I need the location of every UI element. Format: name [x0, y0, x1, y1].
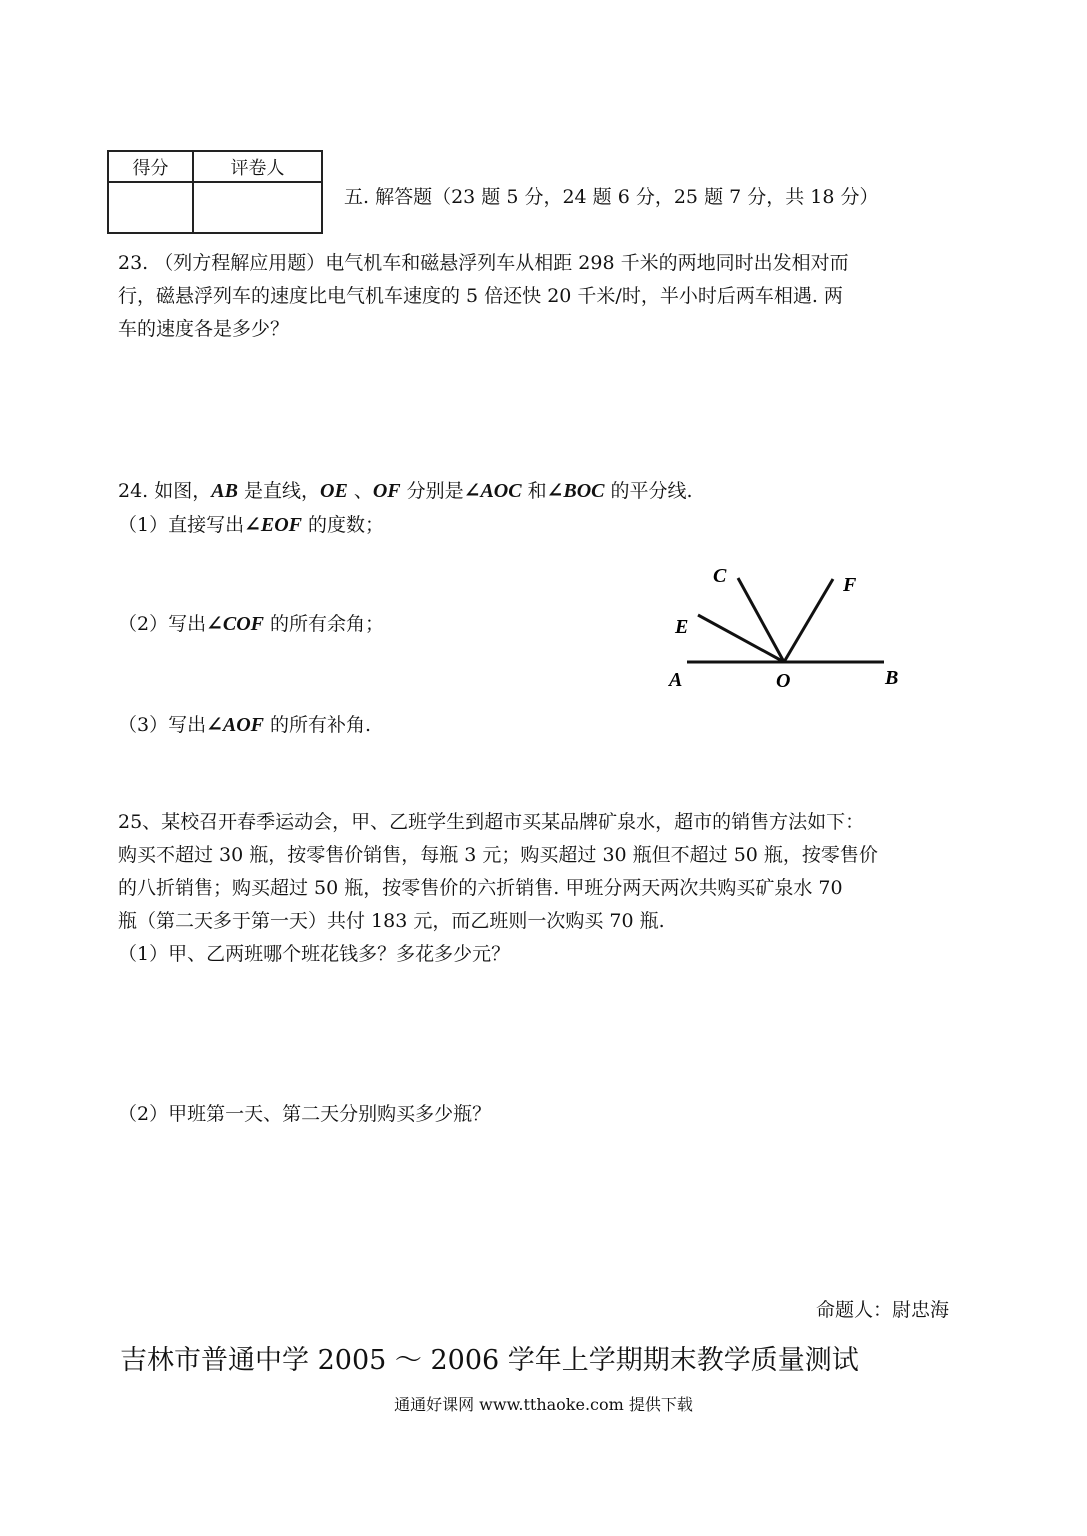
q24-part-1: （1）直接写出∠EOF 的度数； — [118, 514, 385, 536]
score-table — [107, 150, 323, 234]
grader-header: 评卷人 — [193, 151, 322, 182]
q25-line-2: 购买不超过 30 瓶，按零售价销售，每瓶 3 元；购买超过 30 瓶但不超过 50 瓶，按零售价 — [118, 844, 878, 866]
section-title: 五. 解答题（23 题 5 分，24 题 6 分，25 题 7 分，共 18 分） — [344, 186, 879, 208]
q25-part-1: （1）甲、乙两班哪个班花钱多？多花多少元？ — [118, 943, 511, 965]
label-f: F — [843, 574, 857, 596]
label-e: E — [675, 616, 689, 638]
score-cell — [108, 182, 193, 233]
footer-title: 吉林市普通中学 2005 ～ 2006 学年上学期期末教学质量测试 — [120, 1345, 859, 1376]
label-o: O — [776, 670, 791, 692]
score-header: 得分 — [108, 151, 193, 182]
q23-line-1: 23. （列方程解应用题）电气机车和磁悬浮列车从相距 298 千米的两地同时出发相对而 — [118, 252, 849, 274]
angle-figure — [660, 560, 920, 700]
q23-line-2: 行，磁悬浮列车的速度比电气机车速度的 5 倍还快 20 千米/时，半小时后两车相遇. 两 — [118, 285, 843, 307]
q24-part-2: （2）写出∠COF 的所有余角； — [118, 613, 385, 635]
q23-line-3: 车的速度各是多少？ — [118, 318, 290, 340]
ray-oe: OE — [320, 480, 348, 502]
q25-line-1: 25、某校召开春季运动会，甲、乙班学生到超市买某品牌矿泉水，超市的销售方法如下： — [118, 811, 865, 833]
grader-cell — [193, 182, 322, 233]
q25-line-3: 的八折销售；购买超过 50 瓶，按零售价的六折销售. 甲班分两天两次共购买矿泉水 70 — [118, 877, 843, 899]
question-25 — [118, 806, 878, 971]
label-a: A — [669, 669, 683, 691]
label-b: B — [885, 667, 899, 689]
question-23 — [118, 247, 849, 346]
angle-aoc: ∠AOC — [463, 480, 522, 502]
ray-of-line — [784, 579, 833, 662]
q25-line-4: 瓶（第二天多于第一天）共付 183 元，而乙班则一次购买 70 瓶. — [118, 910, 665, 932]
question-24-stem: 24. 如图，AB 是直线，OE 、OF 分别是∠AOC 和∠BOC 的平分线. — [118, 480, 693, 502]
footer-credit: 通通好课网 www.tthaoke.com 提供下载 — [394, 1395, 693, 1414]
seg-ab: AB — [211, 480, 238, 502]
author-credit: 命题人：尉忠海 — [815, 1299, 949, 1321]
angle-boc: ∠BOC — [546, 480, 605, 502]
q25-part-2: （2）甲班第一天、第二天分别购买多少瓶？ — [118, 1103, 492, 1125]
q24-part-3: （3）写出∠AOF 的所有补角. — [118, 714, 372, 736]
ray-of: OF — [372, 480, 401, 502]
label-c: C — [713, 565, 727, 587]
